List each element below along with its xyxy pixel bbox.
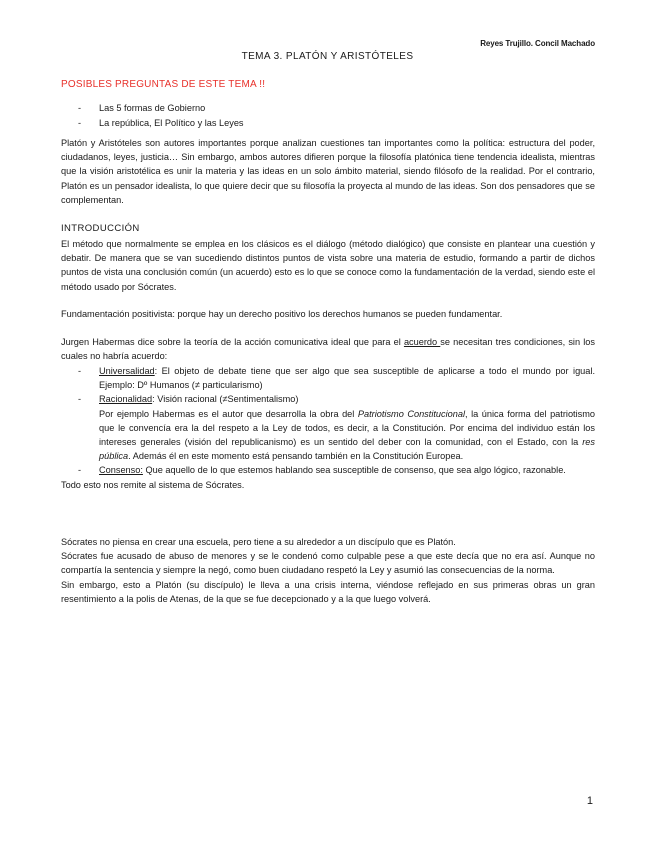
paragraph-text: Sin embargo, esto a Platón (su discípulo) le lleva a una crisis interna, viéndose reflejado en sus primeras obras un gran resentimiento a la polis de Atenas, de la que se fue decepcionado y a la que luego volverá. (61, 579, 595, 604)
introduccion-paragraph (61, 237, 595, 294)
paragraph-text: Sócrates fue acusado de abuso de menores y se le condenó como culpable pese a que este decía que no era así. Aunque no compartía la sentencia y siempre la negó, como buen ciudadano respetó la Ley y asumió las consecuencias de la norma. (61, 551, 595, 576)
list-item (61, 463, 595, 477)
questions-heading: POSIBLES PREGUNTAS DE ESTE TEMA !! (61, 79, 266, 90)
underlined-word: acuerdo (403, 337, 441, 347)
italic-text: Patriotismo Constitucional (357, 408, 466, 419)
italic-text: res pública (99, 437, 595, 462)
paragraph-text (61, 335, 595, 363)
fundamentacion-paragraph (61, 307, 595, 321)
intro-paragraph (61, 136, 595, 207)
list-item (61, 364, 595, 392)
list-item: - Las 5 formas de Gobierno (61, 101, 244, 116)
text-span: , la única forma del patriotismo que le convencía era la del respeto a la Ley de todos, es decir, a la Constitución. Por encima del individuo están los intereses generales (visión del republicanismo) es un sentido del deber con la comunidad, con el Estado, con la (99, 408, 595, 448)
author-header: Reyes Trujillo. Concil Machado (480, 39, 595, 48)
introduccion-heading: INTRODUCCIÓN (61, 223, 140, 234)
condition-text: : Visión racional (≠Sentimentalismo) (152, 394, 299, 405)
paragraph-text: El método que normalmente se emplea en los clásicos es el diálogo (método dialógico) que consiste en plantear una cuestión y debatir. De manera que se van sucediendo distintos puntos de vista sobre una materia de estudio, formando a partir de dichos puntos de vista una conclusión común (un acuerdo) esto es lo que se conoce como la fundamentación de la verdad, siendo este el método usado por Sócrates. (61, 239, 595, 292)
paragraph-text: Sócrates no piensa en crear una escuela, pero tiene a su alrededor a un discípulo que es Platón. (61, 537, 456, 547)
text-span: Por ejemplo Habermas es el autor que desarrolla la obra del (99, 408, 358, 419)
example-text (61, 407, 595, 464)
list-item (61, 392, 595, 406)
conditions-list (61, 364, 595, 492)
habermas-intro (61, 335, 595, 363)
socrates-section (61, 535, 595, 606)
paragraph-text: Fundamentación positivista: porque hay un derecho positivo los derechos humanos se pueden fundamentar. (61, 309, 503, 319)
paragraph-text: Platón y Aristóteles son autores importantes porque analizan cuestiones tan importantes como la política: estructura del poder, ciudadanos, leyes, justicia… Sin embargo, ambos autores difieren porque la filosofía platónica tiene tendencia idealista, mientras que la visión aristotélica es unir la materia y las ideas en un solo ámbito material, siendo filósofo de la realidad. Por el contrario, Platón es un pensador idealista, lo que quiere decir que su filosofía la proyecta al mundo de las ideas. Son dos pensadores que se complementan. (61, 138, 595, 205)
condition-text: : El objeto de debate tiene que ser algo que sea susceptible de aplicarse a todo el mundo por igual. Ejemplo: Dº Humanos (≠ particularismo) (99, 366, 595, 391)
page-number: 1 (586, 795, 593, 807)
condition-label: Consenso: (99, 465, 143, 476)
page-title: TEMA 3. PLATÓN Y ARISTÓTELES (241, 51, 414, 62)
closing-line: Todo esto nos remite al sistema de Sócrates. (61, 479, 245, 490)
text-span: . Además él en este momento está pensando también en la Constitución Europea. (128, 451, 464, 462)
condition-text: Que aquello de lo que estemos hablando sea susceptible de consenso, que sea algo lógico, razonable. (142, 465, 566, 476)
questions-list (61, 101, 244, 131)
condition-label: Universalidad (99, 366, 155, 376)
text-span: se necesitan tres condiciones, sin los cuales no habría acuerdo: (61, 337, 595, 362)
condition-label: Racionalidad (99, 394, 153, 405)
text-span: Jurgen Habermas dice sobre la teoría de la acción comunicativa ideal que para el (61, 337, 404, 347)
list-item: - La república, El Político y las Leyes (61, 116, 244, 131)
